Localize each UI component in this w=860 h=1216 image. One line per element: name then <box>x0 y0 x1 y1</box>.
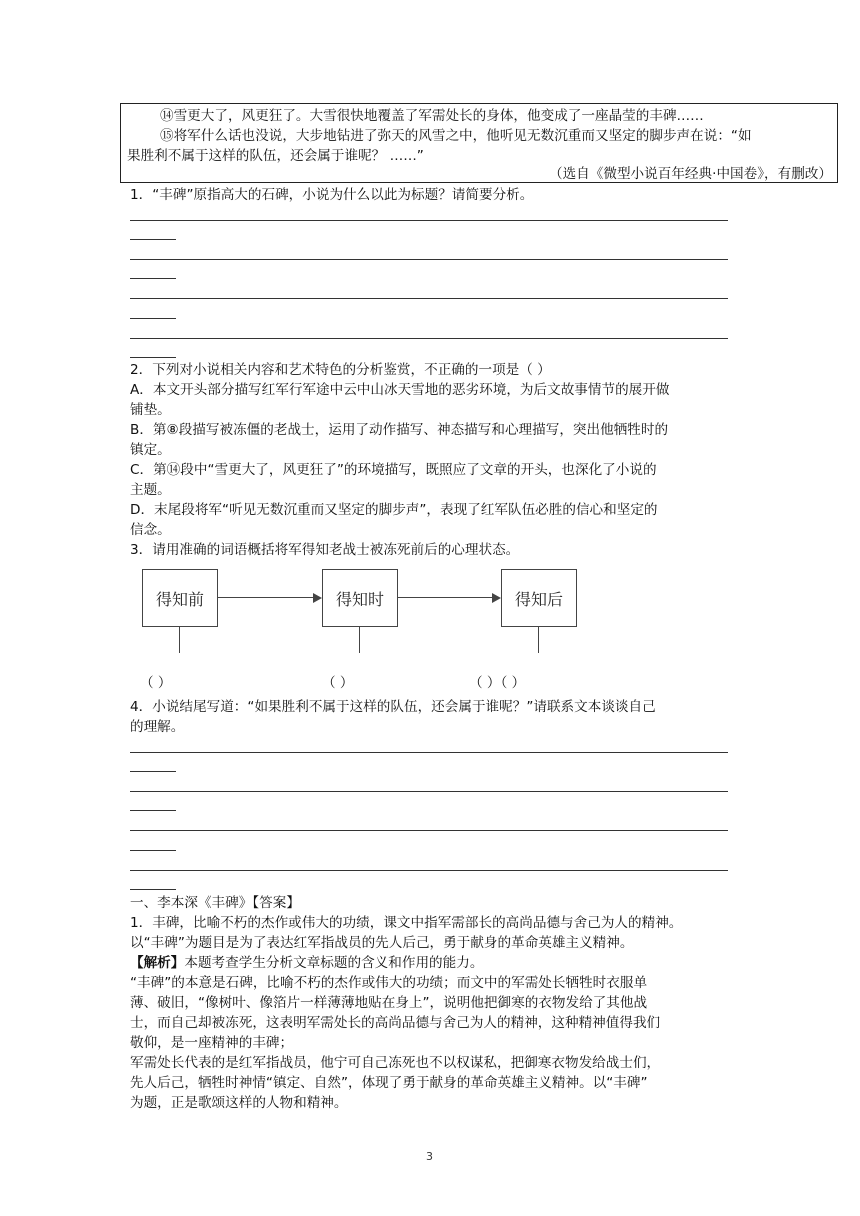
analysis-text: 本题考查学生分析文章标题的含义和作用的能力。 <box>184 955 484 971</box>
question-2-stem: 2．下列对小说相关内容和艺术特色的分析鉴赏，不正确的一项是（ ） <box>130 362 551 378</box>
answer-line <box>130 220 728 221</box>
answer-1-line2: 以“丰碑”为题目是为了表达红军指战员的先人后己，勇于献身的革命英雄主义精神。 <box>130 935 634 951</box>
answer-line <box>130 338 728 339</box>
option-d-line1: D．末尾段将军“听见无数沉重而又坚定的脚步声”，表现了红军队伍必胜的信心和坚定的 <box>130 502 658 518</box>
blank-before[interactable]: （ ） <box>140 675 172 691</box>
analysis-line <box>130 953 483 973</box>
option-d-line2: 信念。 <box>130 522 171 538</box>
flow-arrow-head-icon <box>313 593 322 603</box>
explanation-line: 士，而自己却被冻死，这表明军需处长的高尚品德与舍己为人的精神，这种精神值得我们 <box>130 1015 661 1031</box>
excerpt-paragraph-14: ⑭雪更大了，风更狂了。大雪很快地覆盖了军需处长的身体，他变成了一座晶莹的丰碑…… <box>160 108 704 124</box>
flow-box-after: 得知后 <box>501 569 577 627</box>
answer-line-short <box>130 771 176 772</box>
answer-line <box>130 791 728 792</box>
answer-line-short <box>130 810 176 811</box>
explanation-line: 先人后己，牺牲时神情“镇定、自然”，体现了勇于献身的革命英雄主义精神。以“丰碑” <box>130 1075 648 1091</box>
question-4-line2: 的理解。 <box>130 719 185 735</box>
excerpt-source: （选自《微型小说百年经典·中国卷》，有删改） <box>549 166 832 182</box>
explanation-line: 敬仰，是一座精神的丰碑； <box>130 1035 294 1051</box>
answer-line <box>130 752 728 753</box>
answer-line-short <box>130 357 176 358</box>
option-a-line1: A．本文开头部分描写红军行军途中云中山冰天雪地的恶劣环境，为后文故事情节的展开做 <box>130 382 670 398</box>
flow-stem-line <box>359 627 360 653</box>
question-3: 3．请用准确的词语概括将军得知老战士被冻死前后的心理状态。 <box>130 542 520 558</box>
answer-line-short <box>130 889 176 890</box>
flow-box-during: 得知时 <box>322 569 398 627</box>
option-b-line2: 镇定。 <box>130 442 171 458</box>
option-a-line2: 铺垫。 <box>130 402 171 418</box>
explanation-line: 军需处长代表的是红军指战员，他宁可自己冻死也不以权谋私，把御寒衣物发给战士们， <box>130 1055 661 1071</box>
flow-arrow-head-icon <box>492 593 501 603</box>
answer-line-short <box>130 239 176 240</box>
analysis-label: 【解析】 <box>130 955 185 971</box>
question-1: 1．“丰碑”原指高大的石碑，小说为什么以此为标题？请简要分析。 <box>130 187 534 203</box>
answer-line-short <box>130 318 176 319</box>
answer-1-line1: 1．丰碑，比喻不朽的杰作或伟大的功绩，课文中指军需部长的高尚品德与舍己为人的精神。 <box>130 915 683 931</box>
answer-line <box>130 830 728 831</box>
answer-line <box>130 298 728 299</box>
answer-heading: 一、李本深《丰碑》【答案】 <box>130 895 300 911</box>
flow-stem-line <box>538 627 539 653</box>
option-c-line1: C．第⑭段中“雪更大了，风更狂了”的环境描写，既照应了文章的开头，也深化了小说的 <box>130 462 657 478</box>
flow-arrow-line <box>398 597 493 598</box>
explanation-line: “丰碑”的本意是石碑，比喻不朽的杰作或伟大的功绩；而文中的军需处长牺牲时衣服单 <box>130 975 648 991</box>
blank-after[interactable]: （ ）（ ） <box>469 675 526 691</box>
answer-line-short <box>130 850 176 851</box>
answer-line-short <box>130 278 176 279</box>
blank-during[interactable]: （ ） <box>322 675 354 691</box>
answer-line <box>130 870 728 871</box>
explanation-line: 为题，正是歌颂这样的人物和精神。 <box>130 1095 348 1111</box>
flow-arrow-line <box>218 597 314 598</box>
option-b-line1: B．第⑧段描写被冻僵的老战士，运用了动作描写、神态描写和心理描写，突出他牺牲时的 <box>130 422 669 438</box>
page-number: 3 <box>426 1150 433 1163</box>
option-c-line2: 主题。 <box>130 482 171 498</box>
flow-box-before: 得知前 <box>142 569 218 627</box>
question-4-line1: 4．小说结尾写道：“如果胜利不属于这样的队伍，还会属于谁呢？”请联系文本谈谈自己 <box>130 699 656 715</box>
excerpt-paragraph-15-line1: ⑮将军什么话也没说，大步地钻进了弥天的风雪之中，他听见无数沉重而又坚定的脚步声在说：“如 <box>160 128 752 144</box>
flow-stem-line <box>179 627 180 653</box>
excerpt-paragraph-15-line2: 果胜利不属于这样的队伍，还会属于谁呢？ ……” <box>127 148 424 164</box>
answer-line <box>130 259 728 260</box>
explanation-line: 薄、破旧，“像树叶、像箔片一样薄薄地贴在身上”，说明他把御寒的衣物发给了其他战 <box>130 995 648 1011</box>
